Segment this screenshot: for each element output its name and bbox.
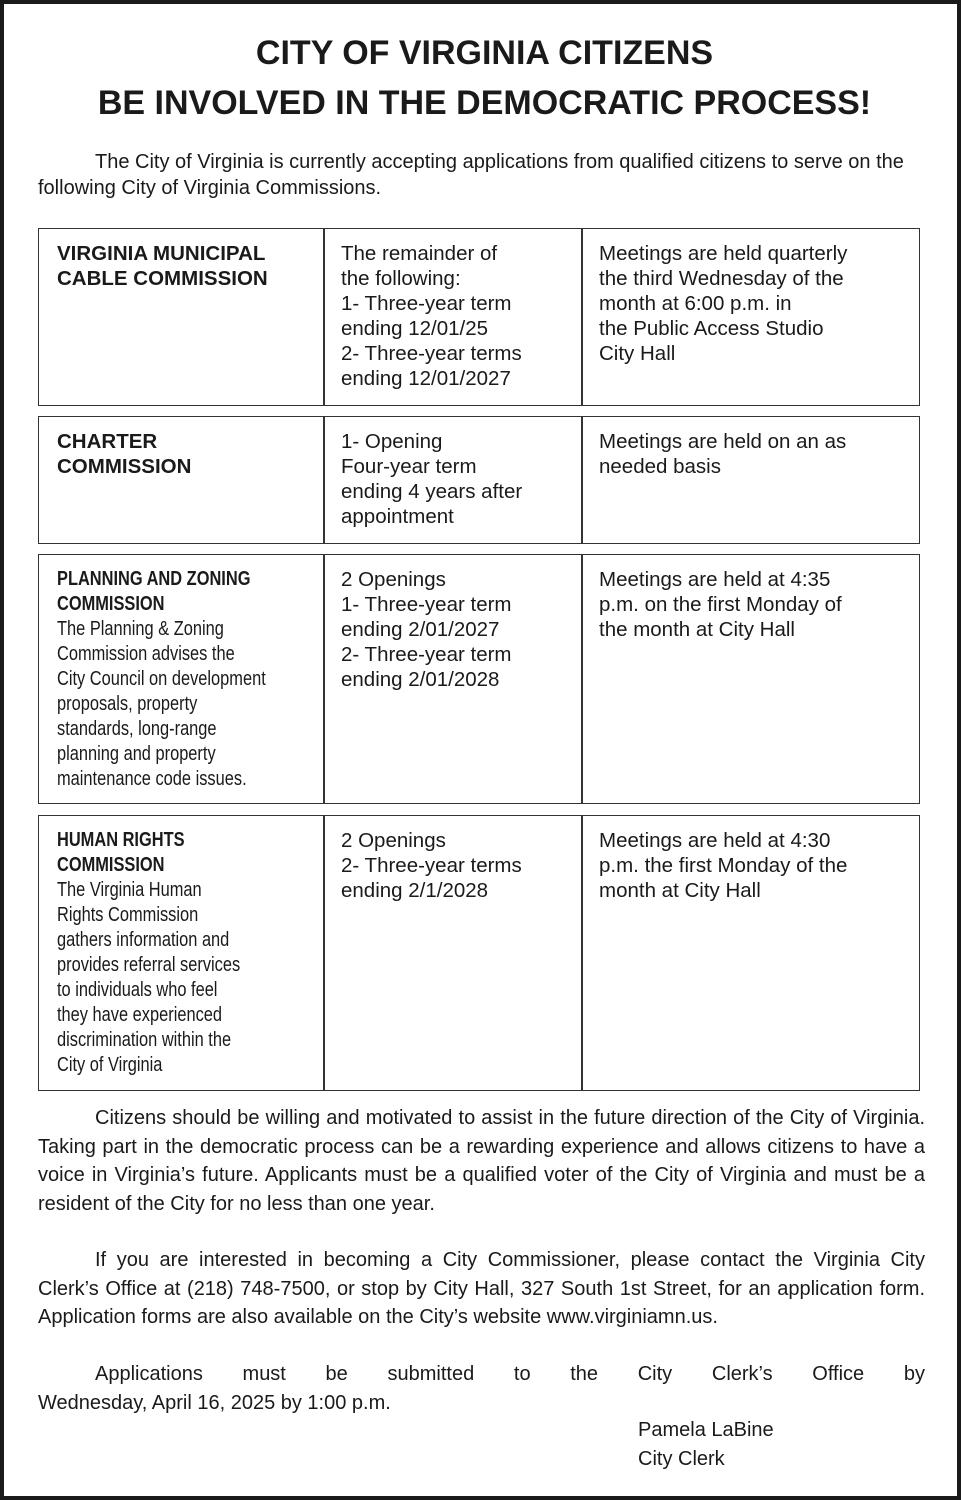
commission-name-cell bbox=[57, 429, 319, 479]
meeting-line: City Hall bbox=[599, 342, 676, 365]
term-line: the following: bbox=[341, 267, 461, 290]
commission-description-line: The Planning & Zoning bbox=[57, 618, 224, 640]
commission-name-line: CHARTER bbox=[57, 430, 158, 453]
commission-box-cable bbox=[38, 228, 920, 406]
term-line: ending 12/01/25 bbox=[341, 317, 489, 340]
commission-name-cell bbox=[57, 241, 319, 291]
commission-box-charter bbox=[38, 416, 920, 544]
commission-description-line: gathers information and bbox=[57, 929, 230, 951]
commission-meeting-cell bbox=[599, 241, 915, 366]
commission-name-line: COMMISSION bbox=[57, 593, 165, 615]
meeting-line: p.m. the first Monday of the bbox=[599, 854, 848, 877]
signature-title: City Clerk bbox=[638, 1448, 725, 1470]
term-line: appointment bbox=[341, 505, 454, 528]
meeting-line: Meetings are held at 4:35 bbox=[599, 568, 831, 591]
body-paragraph-citizens: Citizens should be willing and motivated to assist in the future direction of the City of Virginia. Taking part in the democratic process can be a rewarding experience and allows citizens to have a voice in Virginia’s future. Applicants must be a qualified voter of the City of Virginia and must be a resident of the City for no less than one year. bbox=[38, 1107, 925, 1215]
term-line: The remainder of bbox=[341, 242, 498, 265]
commission-name-line: COMMISSION bbox=[57, 455, 192, 478]
term-line: 2 Openings bbox=[341, 568, 446, 591]
term-line: 1- Opening bbox=[341, 430, 443, 453]
term-line: 1- Three-year term bbox=[341, 593, 512, 616]
commission-description-line: provides referral services bbox=[57, 954, 241, 976]
commission-box-human-rights bbox=[38, 815, 920, 1091]
meeting-line: month at City Hall bbox=[599, 879, 761, 902]
commission-term-cell bbox=[341, 429, 577, 529]
commission-name-line: CABLE COMMISSION bbox=[57, 267, 268, 290]
commission-description-line: to individuals who feel bbox=[57, 979, 218, 1001]
column-divider bbox=[581, 816, 583, 1090]
commission-name-line: COMMISSION bbox=[57, 854, 165, 876]
notice-title-line2: BE INVOLVED IN THE DEMOCRATIC PROCESS! bbox=[97, 84, 872, 122]
term-line: ending 2/01/2028 bbox=[341, 668, 500, 691]
commission-description-line: standards, long-range bbox=[57, 718, 217, 740]
commission-meeting-cell bbox=[599, 828, 915, 903]
meeting-line: the month at City Hall bbox=[599, 618, 795, 641]
term-line: 1- Three-year term bbox=[341, 292, 512, 315]
commission-name-line: HUMAN RIGHTS bbox=[57, 829, 185, 851]
deadline-line: Applications must be submitted to the City Clerk’s Office by bbox=[95, 1363, 925, 1385]
term-line: 2- Three-year term bbox=[341, 643, 512, 666]
commission-meeting-cell bbox=[599, 567, 915, 642]
term-line: ending 2/01/2027 bbox=[341, 618, 500, 641]
term-line: 2- Three-year terms bbox=[341, 854, 522, 877]
meeting-line: p.m. on the first Monday of bbox=[599, 593, 842, 616]
commission-description-line: The Virginia Human bbox=[57, 879, 202, 901]
commission-description-line: proposals, property bbox=[57, 693, 198, 715]
term-line: ending 2/1/2028 bbox=[341, 879, 489, 902]
meeting-line: the Public Access Studio bbox=[599, 317, 824, 340]
notice-title-line1: CITY OF VIRGINIA CITIZENS bbox=[255, 34, 714, 72]
meeting-line: month at 6:00 p.m. in bbox=[599, 292, 792, 315]
meeting-line: Meetings are held at 4:30 bbox=[599, 829, 831, 852]
commission-description-line: maintenance code issues. bbox=[57, 768, 247, 790]
commission-box-planning-zoning bbox=[38, 554, 920, 804]
body-paragraph-deadline bbox=[38, 1360, 925, 1417]
term-line: ending 4 years after bbox=[341, 480, 523, 503]
commission-description-line: Rights Commission bbox=[57, 904, 199, 926]
term-line: Four-year term bbox=[341, 455, 477, 478]
meeting-line: Meetings are held on an as bbox=[599, 430, 847, 453]
term-line: 2 Openings bbox=[341, 829, 446, 852]
commission-term-cell bbox=[341, 567, 577, 692]
column-divider bbox=[323, 555, 325, 803]
commission-description-line: Commission advises the bbox=[57, 643, 235, 665]
meeting-line: needed basis bbox=[599, 455, 721, 478]
column-divider bbox=[581, 555, 583, 803]
term-line: 2- Three-year terms bbox=[341, 342, 522, 365]
meeting-line: Meetings are held quarterly bbox=[599, 242, 848, 265]
commission-description-line: City Council on development bbox=[57, 668, 266, 690]
commission-term-cell bbox=[341, 828, 577, 903]
intro-paragraph: The City of Virginia is currently accepting applications from qualified citizens to serve on the following City of Virginia Commissions. bbox=[38, 151, 904, 199]
commission-description-line: planning and property bbox=[57, 743, 216, 765]
body-paragraph-contact: If you are interested in becoming a City Commissioner, please contact the Virginia City Clerk’s Office at (218) 748-7500, or stop by City Hall, 327 South 1st Street, for an application form. Application forms are also available on the City’s website www.virginiamn.us. bbox=[38, 1249, 925, 1328]
commission-description-line: they have experienced bbox=[57, 1004, 223, 1026]
meeting-line: the third Wednesday of the bbox=[599, 267, 844, 290]
column-divider bbox=[323, 816, 325, 1090]
commission-name-cell bbox=[57, 567, 319, 792]
commission-description-line: City of Virginia bbox=[57, 1054, 163, 1076]
commission-name-line: VIRGINIA MUNICIPAL bbox=[57, 242, 266, 265]
commission-term-cell bbox=[341, 241, 577, 391]
column-divider bbox=[581, 229, 583, 405]
deadline-date-line: Wednesday, April 16, 2025 by 1:00 p.m. bbox=[38, 1391, 391, 1414]
column-divider bbox=[323, 229, 325, 405]
term-line: ending 12/01/2027 bbox=[341, 367, 511, 390]
commission-meeting-cell bbox=[599, 429, 915, 479]
column-divider bbox=[581, 417, 583, 543]
signature-name: Pamela LaBine bbox=[638, 1419, 774, 1441]
commission-description-line: discrimination within the bbox=[57, 1029, 232, 1051]
commission-name-cell bbox=[57, 828, 319, 1078]
column-divider bbox=[323, 417, 325, 543]
commission-name-line: PLANNING AND ZONING bbox=[57, 568, 251, 590]
